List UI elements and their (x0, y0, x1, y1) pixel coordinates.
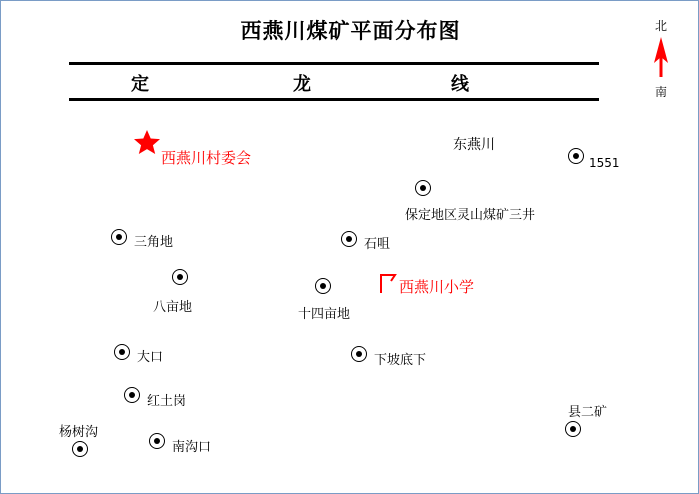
mine-label-hongtugang: 红土岗 (147, 394, 187, 409)
mine-inner-dot (320, 283, 326, 289)
page-title: 西燕川煤矿平面分布图 (240, 18, 461, 43)
road-label-3: 线 (451, 74, 469, 95)
mine-symbol-xianerkuang[interactable] (565, 421, 583, 439)
road-label-2: 龙 (293, 74, 311, 95)
mine-symbol-yangshugou[interactable] (72, 441, 90, 459)
mine-symbol-nangoukou[interactable] (149, 433, 167, 451)
compass-north-label: 北 (654, 19, 667, 33)
road-line-bottom (69, 98, 599, 101)
mine-label-shizui: 石咀 (364, 237, 391, 252)
mine-label-sanjiaodi: 三角地 (134, 235, 174, 250)
mine-symbol-shisimudi[interactable] (315, 278, 333, 296)
mine-inner-dot (420, 185, 426, 191)
red-star-icon (134, 129, 160, 155)
mine-inner-dot (570, 426, 576, 432)
compass (641, 19, 681, 114)
mine-inner-dot (129, 392, 135, 398)
mine-symbol-dakou[interactable] (114, 344, 132, 362)
mine-label-yangshugou: 杨树沟 (59, 425, 99, 440)
compass-south-label: 南 (654, 85, 667, 99)
mine-symbol-hongtugang[interactable] (124, 387, 142, 405)
mine-symbol-xiapodixia[interactable] (351, 346, 369, 364)
mine-symbol-sanjiaodi[interactable] (111, 229, 129, 247)
mine-inner-dot (116, 234, 122, 240)
mine-label-nangoukou: 南沟口 (172, 440, 212, 455)
road-label-1: 定 (131, 74, 149, 95)
mine-inner-dot (356, 351, 362, 357)
village-committee-label: 西燕川村委会 (161, 149, 252, 167)
mine-label-dakou: 大口 (137, 350, 164, 365)
mine-inner-dot (346, 236, 352, 242)
mine-inner-dot (154, 438, 160, 444)
mine-label-bamudi: 八亩地 (153, 300, 193, 315)
north-arrow-icon (641, 33, 681, 85)
mine-label-xianerkuang: 县二矿 (568, 405, 608, 420)
mine-inner-dot (119, 349, 125, 355)
mine-label-xiapodixia: 下坡底下 (374, 353, 427, 368)
mine-symbol-1551[interactable] (568, 148, 586, 166)
mine-symbol-bamudi[interactable] (172, 269, 190, 287)
mine-label-shisimudi: 十四亩地 (298, 307, 351, 322)
mine-inner-dot (573, 153, 579, 159)
mine-label-1551: 1551 (589, 156, 620, 170)
mine-label-lingshan: 保定地区灵山煤矿三井 (405, 208, 536, 223)
mine-inner-dot (77, 446, 83, 452)
flag-icon (379, 273, 397, 293)
mine-symbol-lingshan[interactable] (415, 180, 433, 198)
road-line-top (69, 62, 599, 65)
mine-symbol-shizui[interactable] (341, 231, 359, 249)
town-label-dongyanchuan: 东燕川 (453, 137, 495, 153)
mine-inner-dot (177, 274, 183, 280)
school-label: 西燕川小学 (399, 278, 475, 296)
